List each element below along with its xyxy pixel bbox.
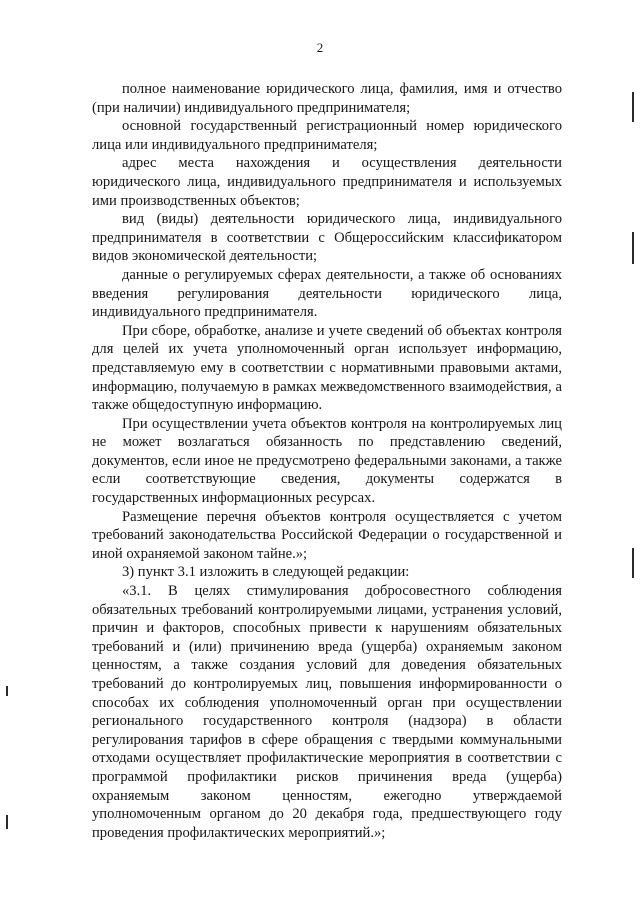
paragraph-list-placement: Размещение перечня объектов контроля осуществляется с учетом требований законодательства Российской Федерации о государственной и иной охраняемой законом тайне.»; xyxy=(92,508,562,562)
paragraph-activity-type: вид (виды) деятельности юридического лица, индивидуального предпринимателя в соответствии с Общероссийским классификатором видов экономической деятельности; xyxy=(92,211,562,265)
paragraph-amendment-intro: 3) пункт 3.1 изложить в следующей редакции: xyxy=(122,564,410,581)
paragraph-registration-number: основной государственный регистрационный номер юридического лица или индивидуального предпринимателя; xyxy=(92,118,562,153)
scan-edge-mark-middle xyxy=(632,232,634,264)
paragraph-regulated-spheres: данные о регулируемых сферах деятельности, а также об основаниях введения регулирования деятельности юридического лица, индивидуального предпринимателя. xyxy=(92,266,562,321)
paragraph-data-collection: При сборе, обработке, анализе и учете сведений об объектах контроля для целей их учета уполномоченный орган использует информацию, представляемую ему в соответствии с нормативными правовыми актами, информацию, получаемую в рамках межведомственного взаимодействия, а также общедоступную информацию. xyxy=(92,322,562,414)
scan-edge-mark-lower xyxy=(632,548,634,578)
scan-edge-mark-top xyxy=(632,92,634,122)
paragraph-address: адрес места нахождения и осуществления деятельности юридического лица, индивидуального предпринимателя и используемых ими производственных объектов; xyxy=(92,155,562,209)
scan-margin-mark-lower xyxy=(6,815,8,829)
paragraph-legal-entity-name: полное наименование юридического лица, фамилия, имя и отчество (при наличии) индивидуального предпринимателя; xyxy=(92,81,562,116)
scan-margin-mark-upper xyxy=(6,686,8,696)
paragraph-controlled-persons-obligation: При осуществлении учета объектов контроля на контролируемых лиц не может возлагаться обязанность по представлению сведений, документов, если иное не предусмотрено федеральными законами, а также если соответствующие сведения, документы содержатся в государственных информационных ресурсах. xyxy=(92,415,562,507)
page-number: 2 xyxy=(316,40,324,55)
document-body xyxy=(92,80,562,842)
paragraph-clause-3-1: «3.1. В целях стимулирования добросовестного соблюдения обязательных требований контролируемыми лицами, устранения условий, причин и факторов, способных привести к нарушениям обязательных требований и (или) причинению вреда (ущерба) охраняемым законом ценностям, а также создания условий для доведения обязательных требований до контролируемых лиц, повышения информированности о способах их соблюдения уполномоченный орган при осуществлении регионального государственного контроля (надзора) в области регулирования тарифов в сфере обращения с твердыми коммунальными отходами осуществляет профилактические мероприятия в соответствии с программой профилактики рисков причинения вреда (ущерба) охраняемым законом ценностям, ежегодно утверждаемой уполномоченным органом до 20 декабря года, предшествующего году проведения профилактических мероприятий.»; xyxy=(92,583,562,841)
